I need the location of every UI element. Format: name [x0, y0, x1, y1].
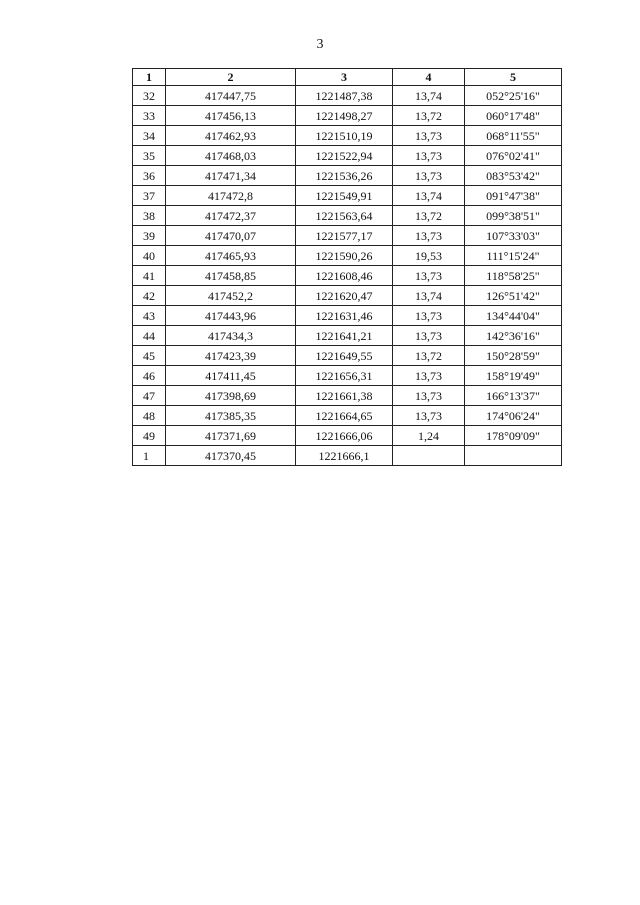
table-cell-col-5: 134°44'04"	[465, 306, 562, 326]
table-body	[133, 86, 562, 466]
table-cell-col-5: 107°33'03"	[465, 226, 562, 246]
table-row	[133, 306, 562, 326]
table-cell-col-1: 32	[133, 86, 166, 106]
table-cell-col-1: 34	[133, 126, 166, 146]
table-row	[133, 366, 562, 386]
table-cell-col-2: 417443,96	[166, 306, 296, 326]
table-cell-col-3: 1221487,38	[296, 86, 393, 106]
table-cell-col-3: 1221577,17	[296, 226, 393, 246]
header-col-4: 4	[393, 69, 465, 86]
header-col-5: 5	[465, 69, 562, 86]
table-cell-col-4: 13,74	[393, 86, 465, 106]
table-cell-col-2: 417472,8	[166, 186, 296, 206]
table-cell-col-3: 1221549,91	[296, 186, 393, 206]
table-cell-col-1: 36	[133, 166, 166, 186]
table-row	[133, 166, 562, 186]
table-cell-col-5: 076°02'41"	[465, 146, 562, 166]
table-cell-col-2: 417468,03	[166, 146, 296, 166]
table-cell-col-3: 1221656,31	[296, 366, 393, 386]
table-cell-col-3: 1221631,46	[296, 306, 393, 326]
table-cell-col-1: 38	[133, 206, 166, 226]
table-cell-col-5	[465, 446, 562, 466]
table-row	[133, 246, 562, 266]
table-cell-col-4: 13,74	[393, 186, 465, 206]
table-cell-col-3: 1221620,47	[296, 286, 393, 306]
table-cell-col-4: 19,53	[393, 246, 465, 266]
table-cell-col-1: 35	[133, 146, 166, 166]
table-cell-col-2: 417411,45	[166, 366, 296, 386]
table-cell-col-4: 13,73	[393, 226, 465, 246]
table-cell-col-5: 174°06'24"	[465, 406, 562, 426]
table-row	[133, 186, 562, 206]
table-cell-col-1: 40	[133, 246, 166, 266]
table-cell-col-3: 1221608,46	[296, 266, 393, 286]
table-cell-col-3: 1221498,27	[296, 106, 393, 126]
table-cell-col-4: 13,73	[393, 386, 465, 406]
table-cell-col-3: 1221563,64	[296, 206, 393, 226]
table-cell-col-4: 13,73	[393, 146, 465, 166]
table-cell-col-4: 13,73	[393, 266, 465, 286]
table-cell-col-5: 083°53'42"	[465, 166, 562, 186]
table-cell-col-5: 126°51'42"	[465, 286, 562, 306]
table-cell-col-2: 417452,2	[166, 286, 296, 306]
table-cell-col-5: 178°09'09"	[465, 426, 562, 446]
table-cell-col-2: 417462,93	[166, 126, 296, 146]
table-row	[133, 86, 562, 106]
table-header-row	[133, 69, 562, 86]
table-cell-col-1: 47	[133, 386, 166, 406]
table-cell-col-2: 417370,45	[166, 446, 296, 466]
table-cell-col-4	[393, 446, 465, 466]
table-row	[133, 206, 562, 226]
table-cell-col-2: 417470,07	[166, 226, 296, 246]
table-cell-col-3: 1221664,65	[296, 406, 393, 426]
table-cell-col-3: 1221666,06	[296, 426, 393, 446]
table-cell-col-3: 1221536,26	[296, 166, 393, 186]
table-cell-col-5: 142°36'16"	[465, 326, 562, 346]
coordinates-table	[132, 68, 562, 466]
table-row	[133, 106, 562, 126]
table-cell-col-5: 150°28'59"	[465, 346, 562, 366]
table-cell-col-4: 13,72	[393, 106, 465, 126]
table-cell-col-5: 111°15'24"	[465, 246, 562, 266]
table-cell-col-4: 13,73	[393, 326, 465, 346]
table-row	[133, 226, 562, 246]
table-cell-col-3: 1221666,1	[296, 446, 393, 466]
table-row	[133, 126, 562, 146]
table-cell-col-4: 13,73	[393, 306, 465, 326]
table-cell-col-5: 158°19'49"	[465, 366, 562, 386]
table-cell-col-4: 1,24	[393, 426, 465, 446]
table-row	[133, 346, 562, 366]
table-row	[133, 286, 562, 306]
table-row	[133, 426, 562, 446]
table-cell-col-5: 118°58'25"	[465, 266, 562, 286]
table-cell-col-1: 42	[133, 286, 166, 306]
table-row	[133, 446, 562, 466]
table-cell-col-2: 417423,39	[166, 346, 296, 366]
table-cell-col-4: 13,73	[393, 366, 465, 386]
table-cell-col-2: 417398,69	[166, 386, 296, 406]
table-cell-col-2: 417472,37	[166, 206, 296, 226]
table-cell-col-1: 37	[133, 186, 166, 206]
table-cell-col-1: 46	[133, 366, 166, 386]
table-cell-col-1: 39	[133, 226, 166, 246]
table-cell-col-2: 417371,69	[166, 426, 296, 446]
table-cell-col-2: 417471,34	[166, 166, 296, 186]
table-cell-col-5: 052°25'16"	[465, 86, 562, 106]
table-cell-col-5: 166°13'37"	[465, 386, 562, 406]
table-cell-col-1: 44	[133, 326, 166, 346]
table-row	[133, 266, 562, 286]
table-cell-col-4: 13,73	[393, 166, 465, 186]
table-cell-col-3: 1221649,55	[296, 346, 393, 366]
header-col-3: 3	[296, 69, 393, 86]
table-cell-col-2: 417434,3	[166, 326, 296, 346]
table-cell-col-4: 13,72	[393, 206, 465, 226]
table-cell-col-1: 33	[133, 106, 166, 126]
table-cell-col-4: 13,74	[393, 286, 465, 306]
table-cell-col-2: 417447,75	[166, 86, 296, 106]
table-cell-col-5: 068°11'55"	[465, 126, 562, 146]
table-row	[133, 386, 562, 406]
table-cell-col-5: 091°47'38"	[465, 186, 562, 206]
table-cell-col-1: 43	[133, 306, 166, 326]
table-cell-col-1: 45	[133, 346, 166, 366]
table-cell-col-3: 1221522,94	[296, 146, 393, 166]
table-cell-col-4: 13,72	[393, 346, 465, 366]
table-cell-col-3: 1221510,19	[296, 126, 393, 146]
table-row	[133, 406, 562, 426]
header-col-2: 2	[166, 69, 296, 86]
table-cell-col-4: 13,73	[393, 406, 465, 426]
table-cell-col-4: 13,73	[393, 126, 465, 146]
table-cell-col-1: 41	[133, 266, 166, 286]
table-cell-col-2: 417456,13	[166, 106, 296, 126]
table-cell-col-3: 1221590,26	[296, 246, 393, 266]
table-cell-col-1: 1	[133, 446, 166, 466]
table-row	[133, 326, 562, 346]
table-cell-col-2: 417458,85	[166, 266, 296, 286]
table-cell-col-2: 417465,93	[166, 246, 296, 266]
table-cell-col-1: 48	[133, 406, 166, 426]
header-col-1: 1	[133, 69, 166, 86]
table-cell-col-3: 1221661,38	[296, 386, 393, 406]
table-cell-col-1: 49	[133, 426, 166, 446]
table-cell-col-5: 099°38'51"	[465, 206, 562, 226]
table-cell-col-3: 1221641,21	[296, 326, 393, 346]
page-number: 3	[316, 37, 324, 52]
table-cell-col-5: 060°17'48"	[465, 106, 562, 126]
table-cell-col-2: 417385,35	[166, 406, 296, 426]
table-row	[133, 146, 562, 166]
